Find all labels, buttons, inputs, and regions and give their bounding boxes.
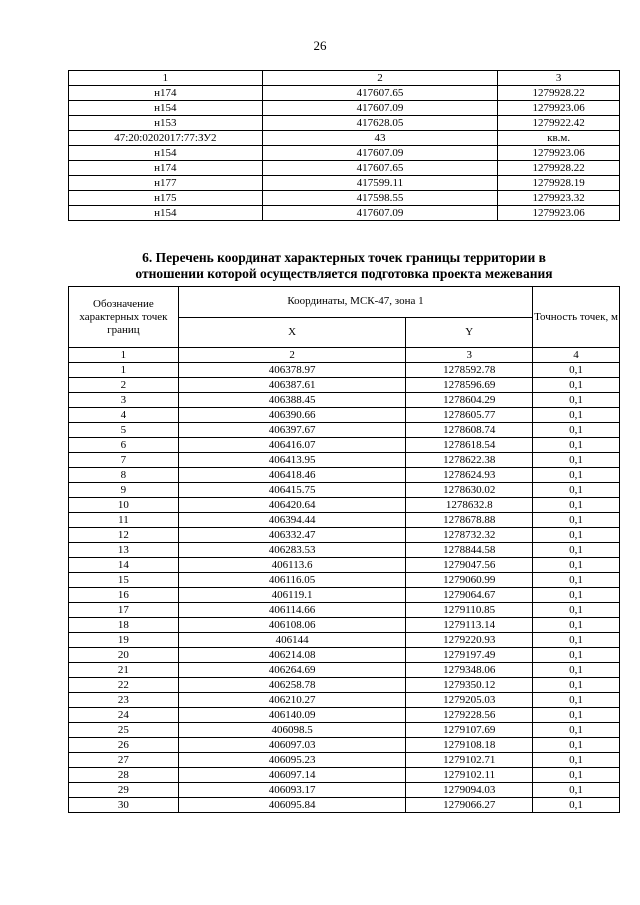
table-cell: 417628.05 (262, 116, 497, 131)
table-cell: 1279113.14 (406, 618, 533, 633)
table-cell: 406418.46 (178, 468, 405, 483)
table-cell: н154 (69, 101, 263, 116)
table-header-row (69, 287, 620, 318)
table-cell: 1278732.32 (406, 528, 533, 543)
table-cell: 406144 (178, 633, 405, 648)
table-row (69, 753, 620, 768)
table-cell: 1278592.78 (406, 363, 533, 378)
table-row (69, 558, 620, 573)
table-cell: 406416.07 (178, 438, 405, 453)
table-cell: 1279220.93 (406, 633, 533, 648)
accuracy-header: Точность точек, м (533, 287, 620, 348)
section-title (68, 250, 620, 282)
table-cell: 30 (69, 798, 179, 813)
table-cell: 1279923.06 (498, 206, 620, 221)
table-cell: 20 (69, 648, 179, 663)
table-cell: 27 (69, 753, 179, 768)
table-row (69, 798, 620, 813)
column-number-cell: 1 (69, 71, 263, 86)
table-cell: 0,1 (533, 678, 620, 693)
table-row (69, 116, 620, 131)
table-cell: 12 (69, 528, 179, 543)
page-number: 26 (313, 38, 327, 53)
table-row (69, 101, 620, 116)
table-cell: 1279102.71 (406, 753, 533, 768)
table-cell: 406394.44 (178, 513, 405, 528)
table-cell: 0,1 (533, 513, 620, 528)
table-cell: 406097.03 (178, 738, 405, 753)
table-cell: 406095.84 (178, 798, 405, 813)
table-cell: 43 (262, 131, 497, 146)
table-cell: н174 (69, 161, 263, 176)
table-row (69, 438, 620, 453)
table-cell: 0,1 (533, 723, 620, 738)
table-row (69, 633, 620, 648)
table-cell: 0,1 (533, 753, 620, 768)
table-cell: 3 (69, 393, 179, 408)
table-cell: 5 (69, 423, 179, 438)
table-row (69, 483, 620, 498)
table-cell: 1279928.19 (498, 176, 620, 191)
table-cell: 0,1 (533, 768, 620, 783)
table-cell: 23 (69, 693, 179, 708)
table-row (69, 543, 620, 558)
table-cell: 406210.27 (178, 693, 405, 708)
table-cell: 406387.61 (178, 378, 405, 393)
table-cell: 18 (69, 618, 179, 633)
table-cell: 1279923.32 (498, 191, 620, 206)
table-cell: 406388.45 (178, 393, 405, 408)
table-row (69, 176, 620, 191)
table-cell: 0,1 (533, 468, 620, 483)
y-header: Y (406, 317, 533, 348)
column-number-cell: 4 (533, 348, 620, 363)
table-header-row (69, 71, 620, 86)
table-cell: 417607.65 (262, 161, 497, 176)
table-cell: 17 (69, 603, 179, 618)
table-cell: 13 (69, 543, 179, 558)
table-cell: 0,1 (533, 588, 620, 603)
table-row (69, 513, 620, 528)
table-cell: 1279107.69 (406, 723, 533, 738)
table-cell: 406119.1 (178, 588, 405, 603)
table-cell: 1 (69, 363, 179, 378)
column-number-cell: 2 (178, 348, 405, 363)
table-cell: 417598.55 (262, 191, 497, 206)
table-cell: 0,1 (533, 378, 620, 393)
table-row (69, 603, 620, 618)
table-row (69, 86, 620, 101)
x-header: X (178, 317, 405, 348)
table-cell: 1279197.49 (406, 648, 533, 663)
table-row (69, 618, 620, 633)
table-cell: 1279094.03 (406, 783, 533, 798)
table-cell: н177 (69, 176, 263, 191)
table-row (69, 588, 620, 603)
table-cell: 0,1 (533, 483, 620, 498)
table-row (69, 161, 620, 176)
table-cell: 1278605.77 (406, 408, 533, 423)
table-cell: 406114.66 (178, 603, 405, 618)
table-cell: 0,1 (533, 633, 620, 648)
table-cell: 4 (69, 408, 179, 423)
table-cell: 16 (69, 588, 179, 603)
table-cell: 417607.09 (262, 146, 497, 161)
table-cell: 0,1 (533, 708, 620, 723)
table-cell: 406378.97 (178, 363, 405, 378)
table-cell: 0,1 (533, 423, 620, 438)
table-cell: 1279923.06 (498, 101, 620, 116)
table-cell: 1278632.8 (406, 498, 533, 513)
table-cell: 1279922.42 (498, 116, 620, 131)
table-cell: н154 (69, 146, 263, 161)
table-cell: 0,1 (533, 363, 620, 378)
table-row (69, 723, 620, 738)
table-cell: 406095.23 (178, 753, 405, 768)
column-number-cell: 3 (406, 348, 533, 363)
table-cell: 1278608.74 (406, 423, 533, 438)
table-cell: 1279348.06 (406, 663, 533, 678)
table-cell: 1278630.02 (406, 483, 533, 498)
table-row (69, 131, 620, 146)
table-cell: 1279108.18 (406, 738, 533, 753)
column-number-cell: 2 (262, 71, 497, 86)
table-row (69, 738, 620, 753)
table-cell: 22 (69, 678, 179, 693)
table-cell: 28 (69, 768, 179, 783)
table-row (69, 453, 620, 468)
table-cell: 21 (69, 663, 179, 678)
table-cell: 0,1 (533, 648, 620, 663)
table-cell: 406413.95 (178, 453, 405, 468)
table-row (69, 573, 620, 588)
table-cell: 10 (69, 498, 179, 513)
table-cell: 1279205.03 (406, 693, 533, 708)
table-cell: 1279350.12 (406, 678, 533, 693)
section-title-line-1: 6. Перечень координат характерных точек границы территории в (142, 250, 546, 265)
table-cell: 406113.6 (178, 558, 405, 573)
table-row (69, 146, 620, 161)
table-cell: 417607.65 (262, 86, 497, 101)
table-cell: 11 (69, 513, 179, 528)
table-cell: 406390.66 (178, 408, 405, 423)
table-cell: 1279228.56 (406, 708, 533, 723)
table-cell: 0,1 (533, 798, 620, 813)
table-cell: 1279102.11 (406, 768, 533, 783)
table-cell: 1279060.99 (406, 573, 533, 588)
table-cell: 0,1 (533, 663, 620, 678)
table-cell: 25 (69, 723, 179, 738)
table-cell: 0,1 (533, 528, 620, 543)
table-cell: 9 (69, 483, 179, 498)
table-cell: 0,1 (533, 558, 620, 573)
column-numbering-row (69, 348, 620, 363)
table-cell: 406415.75 (178, 483, 405, 498)
table-cell: н154 (69, 206, 263, 221)
table-cell: 406264.69 (178, 663, 405, 678)
point-designation-header: Обозначение характерных точек границ (69, 287, 179, 348)
table-cell: 6 (69, 438, 179, 453)
column-number-cell: 1 (69, 348, 179, 363)
table-cell: 406098.5 (178, 723, 405, 738)
table-cell: 406116.05 (178, 573, 405, 588)
table-cell: 7 (69, 453, 179, 468)
table-cell: 14 (69, 558, 179, 573)
table-cell: 1278604.29 (406, 393, 533, 408)
table-cell: 406258.78 (178, 678, 405, 693)
table-cell: 0,1 (533, 543, 620, 558)
table-cell: 0,1 (533, 603, 620, 618)
table-cell: 24 (69, 708, 179, 723)
table-cell: 0,1 (533, 438, 620, 453)
table-cell: 417607.09 (262, 206, 497, 221)
table-cell: н153 (69, 116, 263, 131)
coordinates-table-continued (68, 70, 620, 221)
table-cell: 47:20:0202017:77:ЗУ2 (69, 131, 263, 146)
table-cell: 1279923.06 (498, 146, 620, 161)
table-cell: н175 (69, 191, 263, 206)
table-cell: 1278678.88 (406, 513, 533, 528)
table-row (69, 648, 620, 663)
section-title-line-2: отношении которой осуществляется подготовка проекта межевания (135, 266, 553, 281)
table-cell: 406097.14 (178, 768, 405, 783)
table-row (69, 768, 620, 783)
table-cell: 0,1 (533, 408, 620, 423)
table-cell: 417607.09 (262, 101, 497, 116)
table-row (69, 783, 620, 798)
table-row (69, 408, 620, 423)
table-cell: 26 (69, 738, 179, 753)
table-row (69, 678, 620, 693)
table-row (69, 498, 620, 513)
table-cell: 406093.17 (178, 783, 405, 798)
table-row (69, 663, 620, 678)
table-row (69, 528, 620, 543)
column-number-cell: 3 (498, 71, 620, 86)
table-row (69, 393, 620, 408)
table-cell: 0,1 (533, 498, 620, 513)
table-cell: 0,1 (533, 693, 620, 708)
table-row (69, 378, 620, 393)
table-row (69, 363, 620, 378)
table-cell: 2 (69, 378, 179, 393)
table-cell: 406108.06 (178, 618, 405, 633)
table-cell: 1279064.67 (406, 588, 533, 603)
table-cell: 1279928.22 (498, 86, 620, 101)
table-row (69, 468, 620, 483)
table-cell: 29 (69, 783, 179, 798)
table-cell: 0,1 (533, 453, 620, 468)
table-cell: 1279047.56 (406, 558, 533, 573)
table-row (69, 191, 620, 206)
table-row (69, 423, 620, 438)
table-row (69, 708, 620, 723)
table-cell: 406397.67 (178, 423, 405, 438)
table-cell: 417599.11 (262, 176, 497, 191)
table-cell: 406140.09 (178, 708, 405, 723)
table-cell: 0,1 (533, 738, 620, 753)
table-cell: кв.м. (498, 131, 620, 146)
table-cell: 1278624.93 (406, 468, 533, 483)
table-cell: 1278622.38 (406, 453, 533, 468)
table-cell: 1278844.58 (406, 543, 533, 558)
table-cell: 406214.08 (178, 648, 405, 663)
boundary-points-table (68, 286, 620, 813)
coordinates-header: Координаты, МСК-47, зона 1 (178, 287, 532, 318)
table-row (69, 206, 620, 221)
table-cell: 1278618.54 (406, 438, 533, 453)
table-cell: 1279928.22 (498, 161, 620, 176)
table-cell: 19 (69, 633, 179, 648)
table-cell: 0,1 (533, 783, 620, 798)
table-cell: 0,1 (533, 393, 620, 408)
table-cell: 8 (69, 468, 179, 483)
table-cell: 0,1 (533, 618, 620, 633)
table-cell: 406283.53 (178, 543, 405, 558)
table-cell: 15 (69, 573, 179, 588)
table-cell: 0,1 (533, 573, 620, 588)
table-cell: 1278596.69 (406, 378, 533, 393)
table-cell: 406332.47 (178, 528, 405, 543)
table-cell: 1279110.85 (406, 603, 533, 618)
table-cell: н174 (69, 86, 263, 101)
table-cell: 406420.64 (178, 498, 405, 513)
table-row (69, 693, 620, 708)
table-cell: 1279066.27 (406, 798, 533, 813)
